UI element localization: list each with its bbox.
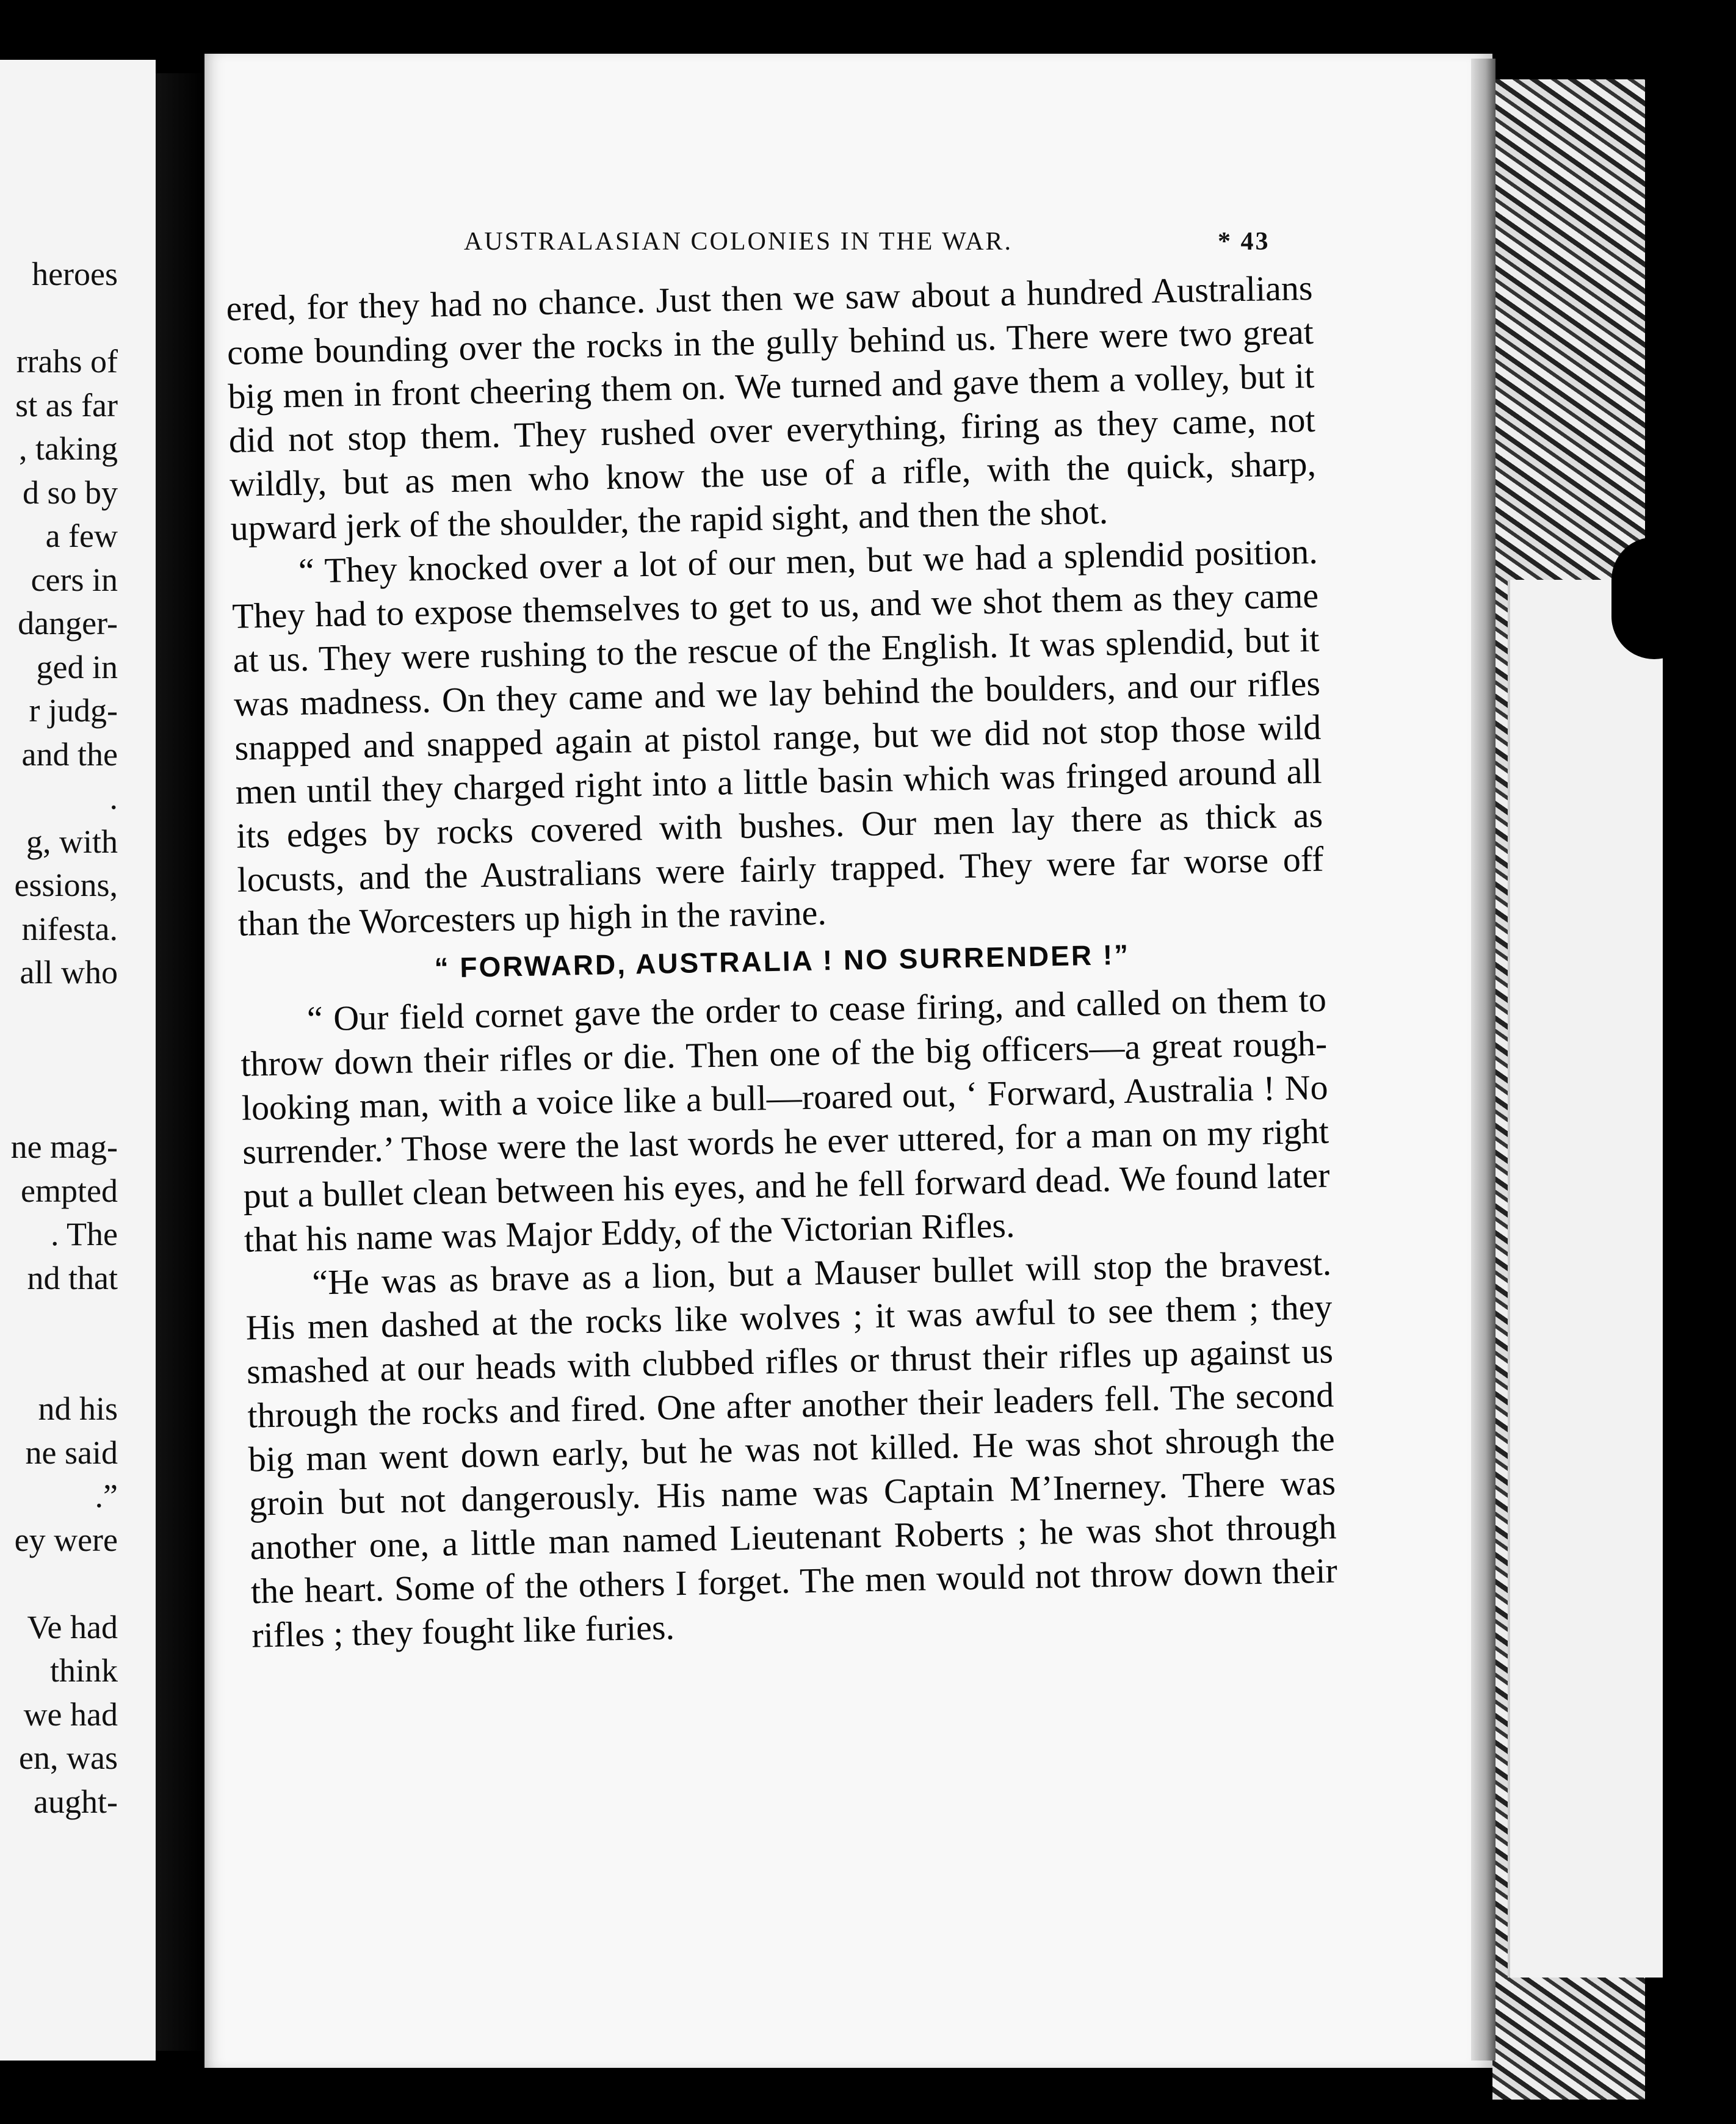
left-page-fragment: ey were [14, 1521, 118, 1558]
left-page-fragment: empted [21, 1172, 118, 1209]
left-page-fragment: .” [95, 1478, 118, 1514]
left-page-fragment: and the [21, 735, 118, 773]
left-page-fragment: nifesta. [21, 910, 118, 947]
cover-flap [1508, 580, 1663, 1978]
section-heading: “ FORWARD, AUSTRALIA ! NO SURRENDER !” [434, 938, 1130, 984]
left-page-fragment: en, was [19, 1739, 118, 1776]
paragraph-2: “ They knocked over a lot of our men, but we had a splendid position. They had to expose themselves to get to us, and we shot them as they came at us. They were rushing to the rescue of the English. It was splendid, but it was madness. On they came and we lay behind the boulders, and our rifles snapped and snapped again at pistol range, but we did not stop those wild men until they charged right into a little basin which was fringed around all its edges by rocks covered with bushes. Our men lay there as thick as locusts, and the Australians were fairly trapped. They were far worse off than the Worcesters up high in the ravine. [231, 531, 1324, 944]
left-page-fragment: essions, [14, 867, 118, 903]
page-number: * 43 [1218, 228, 1270, 256]
left-page-fragment: st as far [15, 386, 118, 424]
left-page-fragment: . The [51, 1216, 118, 1252]
left-page-fragment: aught- [34, 1783, 118, 1820]
left-page-fragment: danger- [18, 605, 118, 641]
left-page-fragment: a few [45, 518, 118, 554]
paragraph-1: ered, for they had no chance. Just then we saw about a hundred Australians come bounding over the rocks in the gully behind us. There were two great big men in front cheering them on. We turned and gave them a volley, but it did not stop them. They rushed over everything, firing as they came, not wildly, but as men who know the use of a rifle, with the quick, sharp, upward jerk of the shoulder, the rapid sight, and then the shot. [226, 267, 1317, 548]
left-page-fragment: rrahs of [16, 343, 118, 380]
left-page-fragment: g, with [26, 823, 118, 860]
left-page-fragment: r judg- [29, 692, 118, 729]
left-page-fragment: heroes [32, 256, 118, 292]
left-page-fragment: all who [20, 954, 118, 991]
left-page-fragment: d so by [22, 474, 118, 511]
book-gutter [156, 73, 204, 2051]
left-facing-page [0, 60, 156, 2061]
cover-notch [1611, 537, 1697, 659]
page-edge-shadow [1471, 59, 1495, 2061]
paragraph-3: “ Our field cornet gave the order to cease firing, and called on them to throw down their rifles or die. Then one of the big officers—a great rough-looking man, with a voice like a bull—roared out, ‘ Forward, Australia ! No surrender.’ Those were the last words he ever uttered, for a man on my right put a bullet clean between his eyes, and he fell forward dead. We found later that his name was Major Eddy, of the Victorian Rifles. [240, 979, 1330, 1260]
left-page-fragment: ne said [25, 1434, 118, 1471]
left-page-fragment: nd that [27, 1259, 118, 1296]
left-page-fragment: . [109, 779, 118, 816]
left-page-fragment: , taking [19, 430, 118, 467]
left-page-fragment: cers in [31, 561, 118, 598]
body-text [226, 266, 1339, 1658]
left-page-fragment: nd his [38, 1390, 118, 1427]
paragraph-4: “He was as brave as a lion, but a Mauser bullet will stop the bravest. His men dashed at the rocks like wolves ; it was awful to see them ; they smashed at our heads with clubbed rifles or thrust their rifles up against us through the rocks and fired. One after another their leaders fell. The second big man went down early, but he was not killed. He was shot shrough the groin but not dangerously. His name was Captain M’Inerney. There was another one, a little man named Lieutenant Roberts ; he was shot through the heart. Some of the others I forget. The men would not throw down their rifles ; they fought like furies. [245, 1243, 1338, 1655]
left-page-fragment: ne mag- [10, 1129, 118, 1165]
left-page-fragment: think [49, 1652, 118, 1689]
running-head-title: AUSTRALASIAN COLONIES IN THE WAR. [464, 228, 1013, 256]
left-page-fragment: ged in [36, 648, 118, 685]
left-page-fragment: we had [23, 1696, 118, 1733]
left-page-fragment: Ve had [27, 1608, 118, 1645]
